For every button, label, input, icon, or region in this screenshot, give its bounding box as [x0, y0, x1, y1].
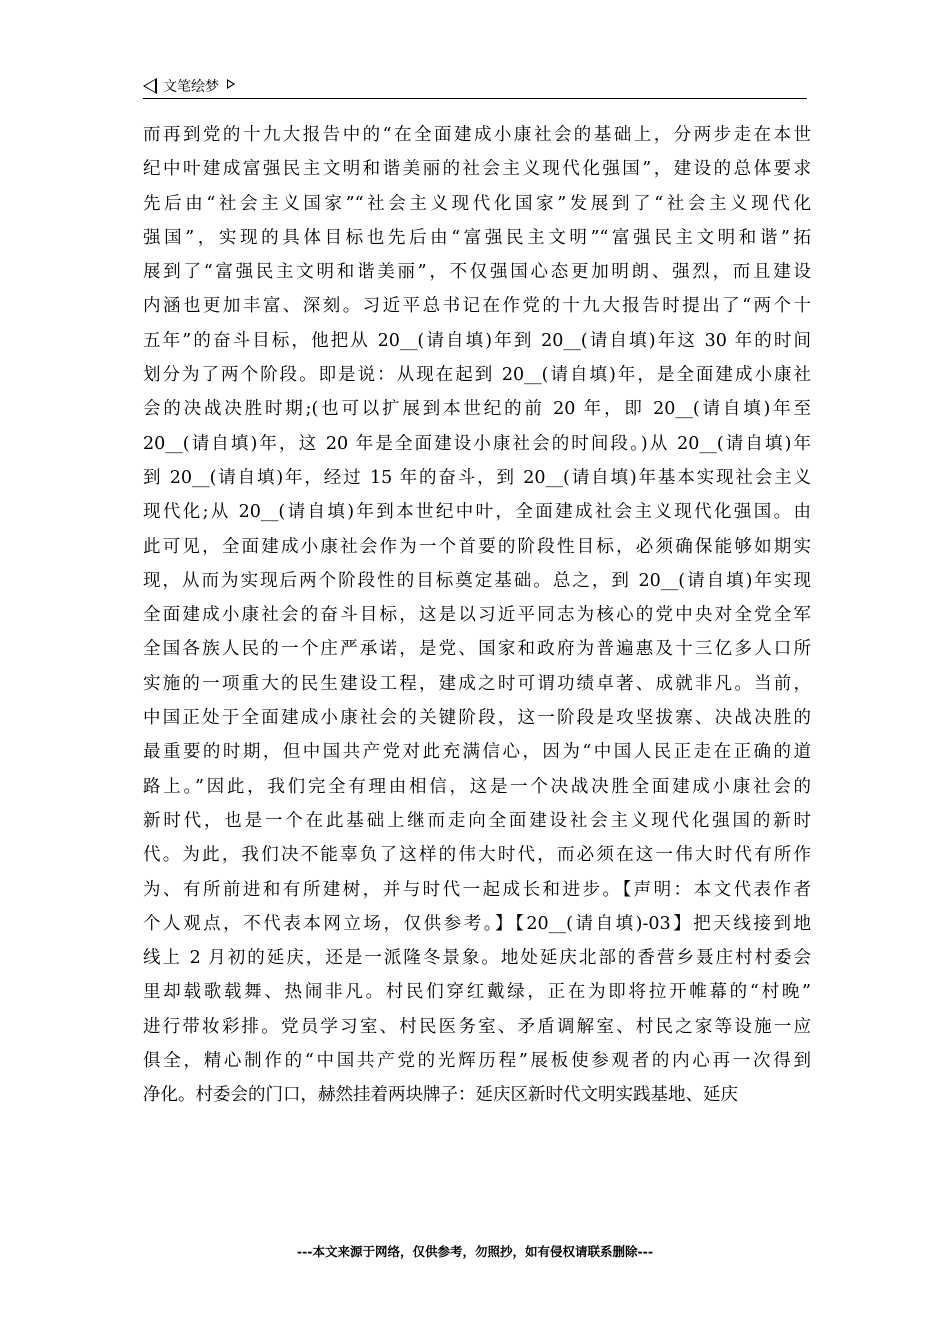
- page-header: [143, 74, 807, 99]
- text-line: 内涵也更加丰富、深刻。习近平总书记在作党的十九大报告时提出了“两个十: [143, 296, 811, 317]
- header-brand: 文笔绘梦: [163, 79, 219, 95]
- text-line: 五年”的奋斗目标，他把从 20__(请自填)年到 20__(请自填)年这 30 年的时间: [143, 330, 811, 351]
- text-line: 全面建成小康社会的奋斗目标，这是以习近平同志为核心的党中央对全党全军: [143, 605, 811, 626]
- text-line: 实施的一项重大的民生建设工程，建成之时可谓功绩卓著、成就非凡。当前，: [143, 673, 811, 694]
- right-triangle-icon: [227, 79, 235, 89]
- text-line: 纪中叶建成富强民主文明和谐美丽的社会主义现代化强国”，建设的总体要求: [143, 159, 811, 180]
- text-line: 净化。村委会的门口，赫然挂着两块牌子：延庆区新时代文明实践基地、延庆: [143, 1085, 738, 1106]
- text-line: 展到了“富强民主文明和谐美丽”，不仅强国心态更加明朗、强烈，而且建设: [143, 262, 811, 283]
- text-line: 中国正处于全面建成小康社会的关键阶段，这一阶段是攻坚拔寨、决战决胜的: [143, 708, 811, 729]
- text-line: 为、有所前进和有所建树，并与时代一起成长和进步。【声明：本文代表作者: [143, 879, 811, 900]
- text-line: 到 20__(请自填)年，经过 15 年的奋斗，到 20__(请自填)年基本实现社会主义: [143, 467, 811, 488]
- text-line: 此可见，全面建成小康社会作为一个首要的阶段性目标，必须确保能够如期实: [143, 536, 811, 557]
- text-line: 最重要的时期，但中国共产党对此充满信心，因为“中国人民正走在正确的道: [143, 742, 811, 763]
- text-line: 而再到党的十九大报告中的“在全面建成小康社会的基础上，分两步走在本世: [143, 125, 811, 145]
- text-line: 进行带妆彩排。党员学习室、村民医务室、矛盾调解室、村民之家等设施一应: [143, 1016, 811, 1037]
- text-line: 俱全，精心制作的“中国共产党的光辉历程”展板使参观者的内心再一次得到: [143, 1051, 811, 1072]
- page-footer: ---本文来源于网络，仅供参考，勿照抄，如有侵权请联系删除---: [296, 1244, 654, 1259]
- left-triangle-icon: [143, 78, 157, 94]
- text-line: 代。为此，我们决不能辜负了这样的伟大时代，而必须在这一伟大时代有所作: [143, 845, 811, 866]
- text-line: 个人观点，不代表本网立场，仅供参考。】【20__(请自填)-03】把天线接到地: [143, 913, 811, 934]
- text-line: 里却载歌载舞、热闹非凡。村民们穿红戴绿，正在为即将拉开帷幕的“村晚”: [143, 982, 811, 1003]
- text-line: 先后由“社会主义国家”“社会主义现代化国家”发展到了“社会主义现代化: [143, 193, 811, 214]
- text-line: 线上 2 月初的延庆，还是一派隆冬景象。地处延庆北部的香营乡聂庄村村委会: [143, 948, 811, 969]
- text-line: 现，从而为实现后两个阶段性的目标奠定基础。总之，到 20__(请自填)年实现: [143, 570, 811, 591]
- text-line: 会的决战决胜时期;(也可以扩展到本世纪的前 20 年，即 20__(请自填)年至: [143, 399, 811, 420]
- header-brand-group: [143, 76, 235, 96]
- text-line: 路上。”因此，我们完全有理由相信，这是一个决战决胜全面建成小康社会的: [143, 776, 811, 797]
- text-line: 全国各族人民的一个庄严承诺，是党、国家和政府为普遍惠及十三亿多人口所: [143, 639, 811, 660]
- text-line: 20__(请自填)年，这 20 年是全面建设小康社会的时间段。)从 20__(请自填)年: [143, 433, 811, 454]
- text-line: 划分为了两个阶段。即是说：从现在起到 20__(请自填)年，是全面建成小康社: [143, 365, 811, 386]
- body-text: [143, 118, 811, 1113]
- text-line: 强国”，实现的具体目标也先后由“富强民主文明”“富强民主文明和谐”拓: [143, 227, 811, 248]
- text-line: 现代化;从 20__(请自填)年到本世纪中叶，全面建成社会主义现代化强国。由: [143, 502, 811, 523]
- text-line: 新时代，也是一个在此基础上继而走向全面建设社会主义现代化强国的新时: [143, 810, 811, 831]
